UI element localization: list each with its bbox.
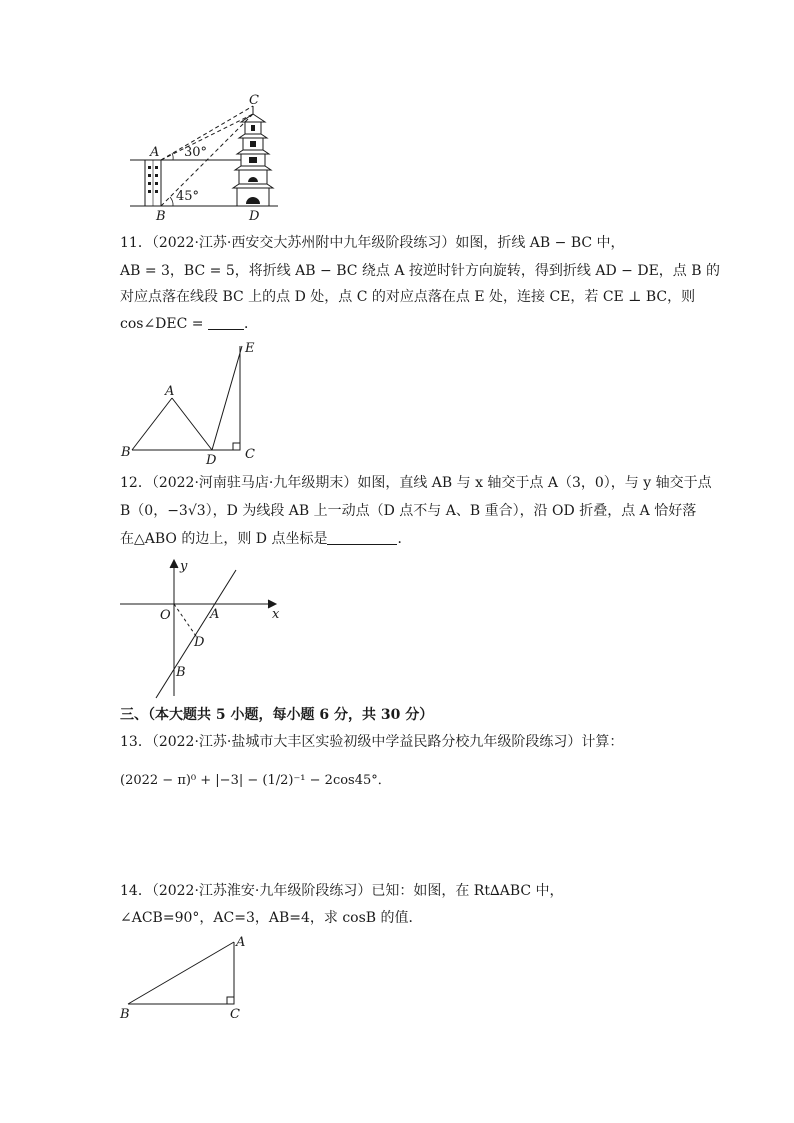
q12-line-1: 12．（2022·河南驻马店·九年级期末）如图，直线 AB 与 x 轴交于点 A（3，0），与 y 轴交于点 xyxy=(120,475,712,491)
q12-line-2: B（0，−3√3），D 为线段 AB 上一动点（D 点不与 A、B 重合），沿 OD 折叠，点 A 恰好落 xyxy=(120,503,697,519)
q14-line-2: ∠ACB=90°，AC=3，AB=4，求 cosB 的值． xyxy=(120,910,423,926)
q11-line-end: ． xyxy=(243,316,258,332)
q12-label-o: O xyxy=(160,608,171,623)
q11-label-c: C xyxy=(245,447,255,462)
q12-label-d: D xyxy=(194,635,205,650)
q12-prompt: 在△ABO 的边上，则 D 点坐标是 xyxy=(120,531,328,547)
q13-line-1: 13．（2022·江苏·盐城市大丰区实验初级中学益民路分校九年级阶段练习）计算： xyxy=(120,734,624,750)
q11-label-a: A xyxy=(165,384,175,399)
label-c: C xyxy=(249,93,259,108)
q11-line-3: 对应点落在线段 BC 上的点 D 处，点 C 的对应点落在点 E 处，连接 CE，若 CE ⊥ BC，则 xyxy=(120,289,696,305)
q14-line-1: 14．（2022·江苏淮安·九年级阶段练习）已知：如图，在 Rt∆ABC 中， xyxy=(120,883,564,899)
q12-line-3 xyxy=(120,528,680,550)
q12-line-end: ． xyxy=(397,531,412,547)
q11-figure xyxy=(118,338,268,468)
q12-figure xyxy=(118,556,288,701)
q14-label-a: A xyxy=(236,935,246,950)
q11-line-2: AB = 3，BC = 5，将折线 AB − BC 绕点 A 按逆时针方向旋转，得到折线 AD − DE，点 B 的 xyxy=(120,263,720,279)
q11-label-b: B xyxy=(121,445,131,460)
label-d: D xyxy=(249,209,260,224)
q11-line-1: 11．（2022·江苏·西安交大苏州附中九年级阶段练习）如图，折线 AB − BC 中， xyxy=(120,235,625,251)
q11-label-d: D xyxy=(206,453,217,468)
q12-answer-blank[interactable] xyxy=(327,530,397,545)
q11-cos-prompt: cos∠DEC = xyxy=(120,316,204,332)
angle-30-label: 30° xyxy=(184,145,208,160)
q13-expression: (2022 − π)⁰ + |−3| − (1/2)⁻¹ − 2cos45°． xyxy=(120,773,391,788)
q12-label-a: A xyxy=(210,607,220,622)
q12-label-y: y xyxy=(180,559,188,574)
label-b: B xyxy=(156,209,166,224)
q12-label-x: x xyxy=(272,607,280,622)
angle-45-label: 45° xyxy=(176,189,200,204)
q14-figure xyxy=(116,934,256,1024)
q14-label-b: B xyxy=(120,1007,130,1022)
q12-label-b: B xyxy=(176,665,186,680)
q11-answer-blank[interactable] xyxy=(208,315,244,330)
label-a: A xyxy=(150,145,160,160)
q11-label-e: E xyxy=(245,341,255,356)
q11-line-4 xyxy=(120,313,680,335)
tower-figure xyxy=(118,92,288,222)
q14-label-c: C xyxy=(230,1007,240,1022)
section-3-heading: 三、（本大题共 5 小题，每小题 6 分，共 30 分） xyxy=(120,707,434,723)
